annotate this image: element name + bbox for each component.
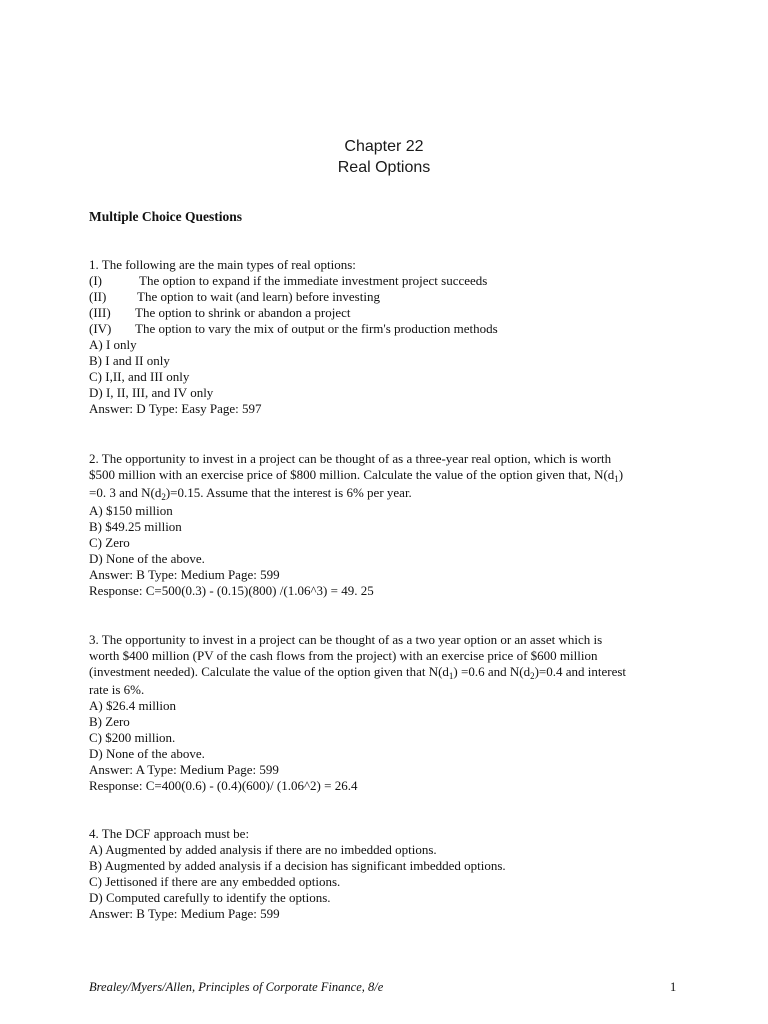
answer-choice: D) None of the above.	[89, 746, 205, 761]
option-item	[89, 289, 380, 305]
answer-key: Answer: D Type: Easy Page: 597	[89, 401, 262, 416]
answer-choice: B) I and II only	[89, 353, 170, 368]
chapter-title: Real Options	[337, 159, 431, 176]
option-item-label: (I)	[89, 273, 102, 288]
answer-choice: A) Augmented by added analysis if there are no imbedded options.	[89, 842, 437, 857]
question-stem: 4. The DCF approach must be:	[89, 826, 250, 841]
answer-choice: B) Augmented by added analysis if a decision has significant imbedded options.	[89, 858, 506, 873]
section-title: Multiple Choice Questions	[89, 209, 243, 224]
subscript: 1	[614, 474, 619, 484]
response: Response: C=500(0.3) - (0.15)(800) /(1.06^3) = 49. 25	[89, 583, 374, 598]
answer-choice: C) Jettisoned if there are any embedded options.	[89, 874, 341, 889]
question-stem	[89, 467, 623, 483]
question-stem	[89, 485, 412, 501]
stem-text: =0. 3 and N(d	[89, 485, 162, 500]
page-footer: Brealey/Myers/Allen, Principles of Corporate Finance, 8/e	[89, 980, 384, 994]
stem-text: $500 million with an exercise price of $800 million. Calculate the value of the option given that, N(d	[89, 467, 615, 482]
stem-text: )=0.4 and interest	[534, 664, 627, 679]
answer-key: Answer: B Type: Medium Page: 599	[89, 567, 280, 582]
option-item-text: The option to vary the mix of output or the firm's production methods	[135, 321, 498, 336]
option-item	[89, 321, 498, 337]
option-item-text: The option to expand if the immediate investment project succeeds	[139, 273, 488, 288]
stem-text: )=0.15. Assume that the interest is 6% per year.	[165, 485, 412, 500]
option-item-label: (II)	[89, 289, 107, 304]
stem-text: ) =0.6 and N(d	[453, 664, 531, 679]
answer-choice: D) None of the above.	[89, 551, 205, 566]
option-item	[89, 305, 351, 321]
option-item-text: The option to wait (and learn) before investing	[137, 289, 380, 304]
answer-choice: C) Zero	[89, 535, 130, 550]
answer-key: Answer: A Type: Medium Page: 599	[89, 762, 279, 777]
answer-choice: D) I, II, III, and IV only	[89, 385, 214, 400]
answer-choice: A) $150 million	[89, 503, 173, 518]
option-item	[89, 273, 487, 289]
question-stem: 2. The opportunity to invest in a project can be thought of as a three-year real option, which is worth	[89, 451, 612, 466]
question-stem: worth $400 million (PV of the cash flows from the project) with an exercise price of $600 million	[89, 648, 598, 663]
question-stem: 1. The following are the main types of real options:	[89, 257, 356, 272]
chapter-number: Chapter 22	[344, 138, 424, 155]
stem-text: )	[618, 467, 624, 482]
answer-choice: D) Computed carefully to identify the options.	[89, 890, 331, 905]
answer-choice: B) $49.25 million	[89, 519, 182, 534]
answer-choice: C) $200 million.	[89, 730, 176, 745]
subscript: 2	[530, 671, 535, 681]
page-number: 1	[670, 980, 677, 994]
question-stem	[89, 664, 626, 680]
option-item-label: (III)	[89, 305, 111, 320]
question-stem: rate is 6%.	[89, 682, 145, 697]
question-stem: 3. The opportunity to invest in a project can be thought of as a two year option or an asset which is	[89, 632, 603, 647]
answer-choice: A) $26.4 million	[89, 698, 177, 713]
stem-text: (investment needed). Calculate the value of the option given that N(d	[89, 664, 449, 679]
subscript: 1	[448, 671, 454, 681]
answer-choice: B) Zero	[89, 714, 130, 729]
response: Response: C=400(0.6) - (0.4)(600)/ (1.06^2) = 26.4	[89, 778, 358, 793]
answer-choice: C) I,II, and III only	[89, 369, 190, 384]
subscript: 2	[161, 492, 166, 502]
answer-key: Answer: B Type: Medium Page: 599	[89, 906, 280, 921]
answer-choice: A) I only	[89, 337, 137, 352]
option-item-text: The option to shrink or abandon a project	[135, 305, 351, 320]
option-item-label: (IV)	[89, 321, 112, 336]
